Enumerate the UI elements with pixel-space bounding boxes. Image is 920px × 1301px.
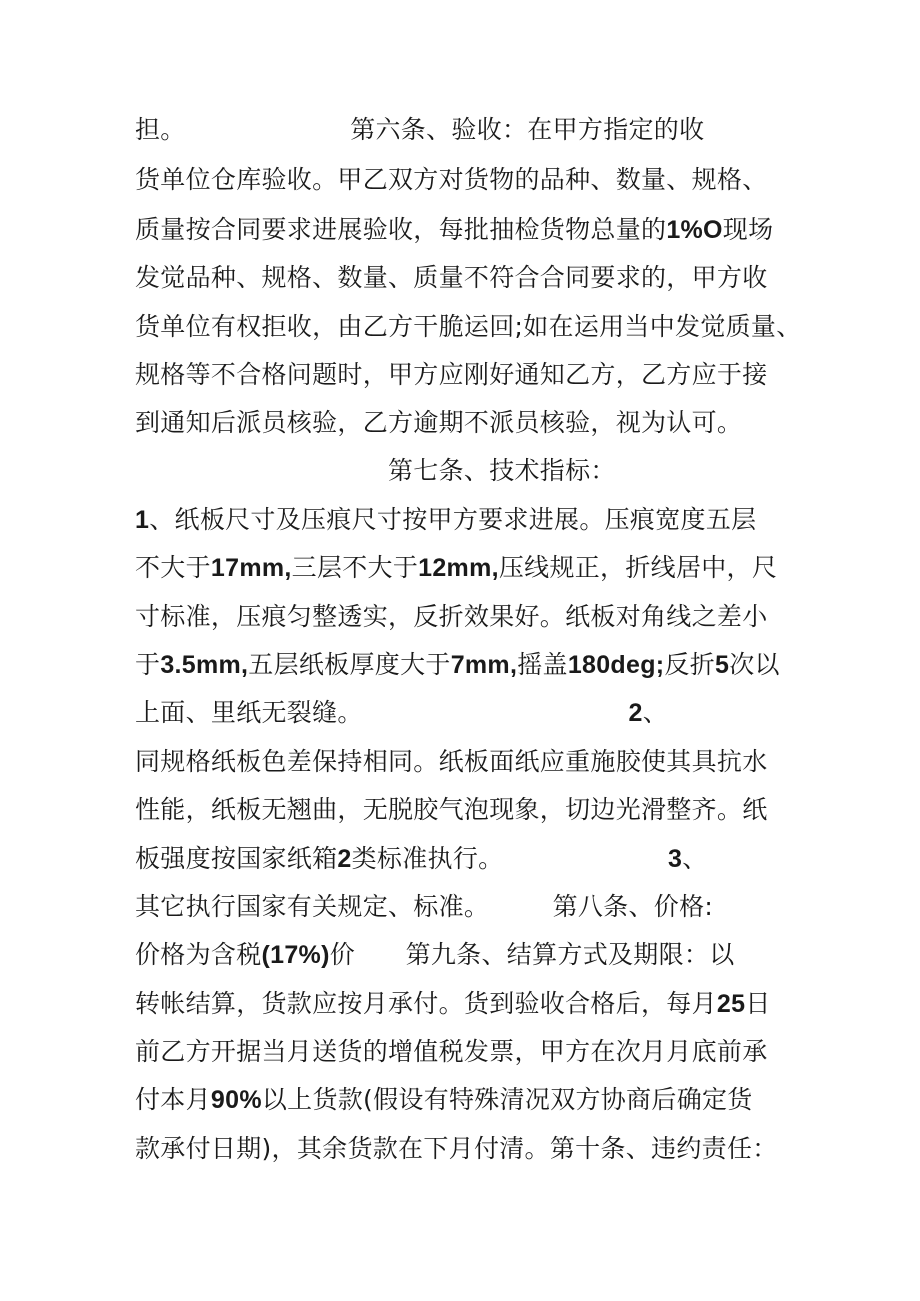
document-line	[135, 454, 616, 488]
document-line	[135, 793, 768, 827]
text-run: 现场	[722, 215, 774, 244]
document-line	[135, 745, 768, 779]
text-run: 货单位仓库验收。甲乙双方对货物的品种、数量、规格、	[135, 165, 768, 194]
document-line	[135, 113, 704, 147]
text-run: 上面、里纸无裂缝。	[135, 698, 629, 727]
bold-number-run: 25	[716, 990, 746, 1018]
bold-number-run: 12mm,	[418, 554, 499, 582]
text-run: 前乙方开据当月送货的增值税发票，甲方在次月月底前承	[135, 1037, 768, 1066]
text-run: 以上货款(假设有特殊清况双方协商后确定货	[261, 1085, 753, 1114]
text-run: 、	[682, 844, 708, 873]
document-line	[135, 213, 773, 247]
document-line	[135, 1035, 768, 1069]
text-run: 性能，纸板无翘曲，无脱胶气泡现象，切边光滑整齐。纸	[135, 795, 768, 824]
text-run: 五层纸板厚度大于	[248, 650, 451, 679]
text-run: 反折	[664, 650, 716, 679]
document-line	[135, 696, 668, 730]
text-run: 其它执行国家有关规定、标准。 第八条、价格:	[135, 892, 714, 921]
text-run: 、纸板尺寸及压痕尺寸按甲方要求进展。压痕宽度五层	[149, 505, 757, 534]
bold-number-run: 1%O	[666, 216, 723, 244]
document-line	[135, 406, 742, 440]
document-line	[135, 648, 780, 682]
text-run: 担。 第六条、验收：在甲方指定的收	[135, 115, 705, 144]
document-line	[135, 987, 771, 1021]
bold-number-run: 5	[715, 651, 730, 679]
document-line	[135, 938, 735, 972]
document-line	[135, 890, 713, 924]
text-run: 价 第九条、结算方式及期限：以	[329, 940, 735, 969]
text-run: 转帐结算，货款应按月承付。货到验收合格后，每月	[135, 989, 717, 1018]
text-run: 寸标准，压痕匀整透实，反折效果好。纸板对角线之差小	[135, 602, 768, 631]
bold-number-run: 180deg;	[567, 651, 665, 679]
text-run: 次以	[729, 650, 780, 679]
bold-number-run: 17mm,	[210, 554, 292, 582]
text-run: 三层不大于	[291, 553, 419, 582]
text-run: 同规格纸板色差保持相同。纸板面纸应重施胶使其具抗水	[135, 747, 768, 776]
text-run: 不大于	[135, 553, 211, 582]
text-run: 日	[745, 989, 771, 1018]
text-run: 、	[642, 698, 669, 727]
document-line	[135, 310, 802, 344]
text-run: 发觉品种、规格、数量、质量不符合合同要求的，甲方收	[135, 263, 768, 292]
document-line	[135, 358, 768, 392]
document-line	[135, 1132, 778, 1166]
text-run: 质量按合同要求进展验收，每批抽检货物总量的	[135, 215, 667, 244]
bold-number-run: 2	[628, 699, 643, 727]
text-run: 到通知后派员核验，乙方逾期不派员核验，视为认可。	[135, 408, 743, 437]
document-line	[135, 842, 708, 876]
text-run: 类标准执行。	[351, 844, 669, 873]
bold-number-run: 3	[668, 845, 683, 873]
bold-number-run: 90%	[210, 1086, 262, 1114]
document-line	[135, 1083, 753, 1117]
text-run: 第七条、技术指标：	[135, 456, 616, 485]
document-line	[135, 261, 768, 295]
bold-number-run: (17%)	[261, 941, 330, 969]
document-line	[135, 503, 756, 537]
text-run: 规格等不合格问题时，甲方应刚好通知乙方，乙方应于接	[135, 360, 768, 389]
text-run: 货单位有权拒收，由乙方干脆运回;如在运用当中发觉质量、	[135, 312, 802, 341]
text-run: 于	[135, 650, 161, 679]
bold-number-run: 2	[337, 845, 352, 873]
bold-number-run: 7mm,	[450, 651, 518, 679]
document-line	[135, 551, 777, 585]
text-run: 压线规正，折线居中，尺	[498, 553, 778, 582]
bold-number-run: 3.5mm,	[160, 651, 249, 679]
text-run: 摇盖	[517, 650, 568, 679]
text-run: 款承付日期)，其余货款在下月付清。第十条、违约责任：	[135, 1134, 778, 1163]
document-line	[135, 163, 768, 197]
bold-number-run: 1	[135, 506, 150, 534]
document-line	[135, 600, 768, 634]
text-run: 板强度按国家纸箱	[135, 844, 338, 873]
text-run: 付本月	[135, 1085, 211, 1114]
text-run: 价格为含税	[135, 940, 262, 969]
